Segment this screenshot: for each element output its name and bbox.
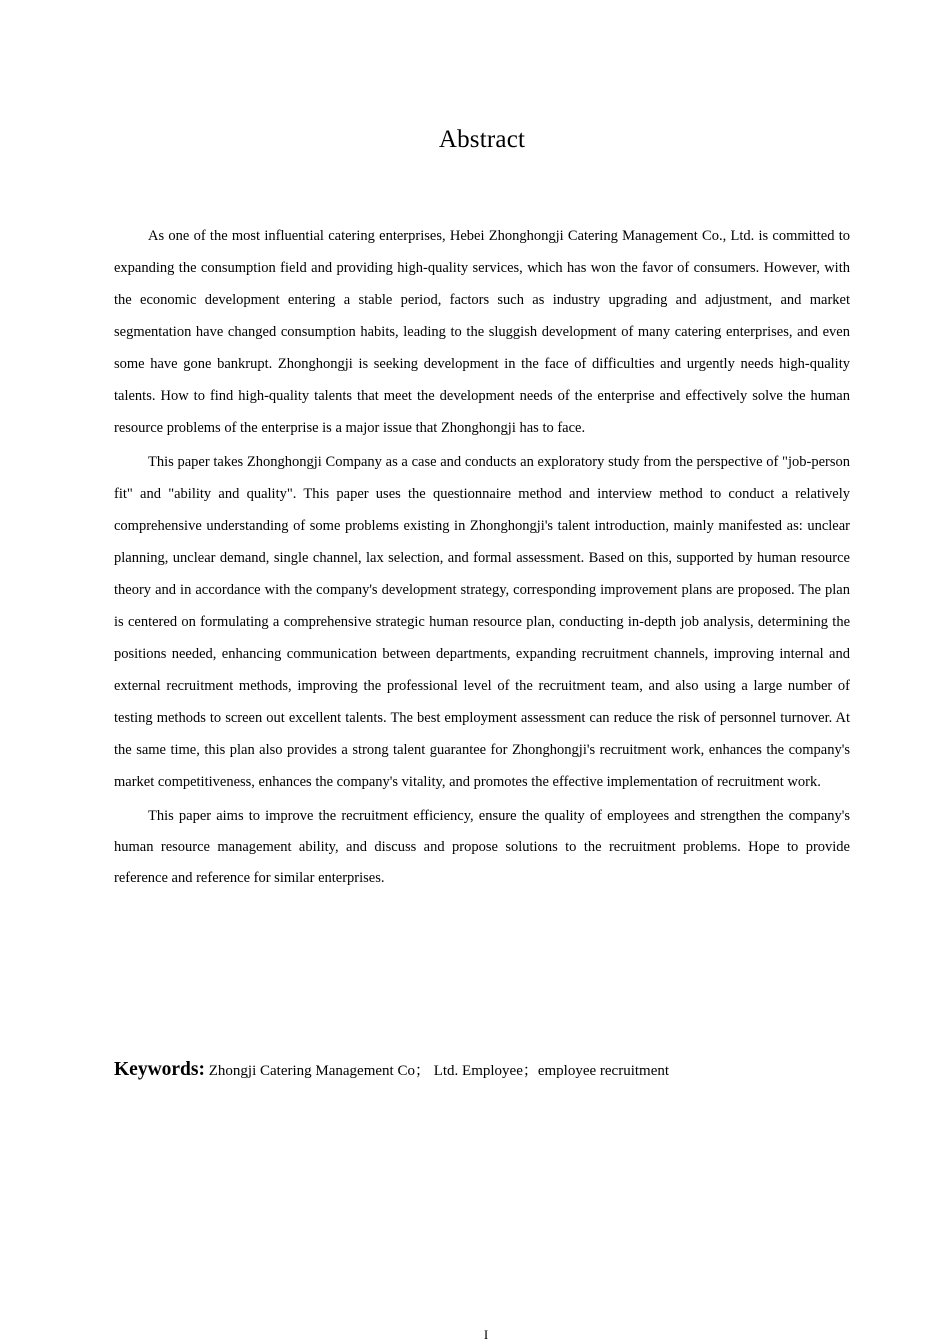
abstract-paragraph-2: This paper takes Zhonghongji Company as a case and conducts an exploratory study from the perspective of "job-person fit" and "ability and quality". This paper uses the questionnaire method and interview method to conduct a relatively comprehensive understanding of some problems existing in Zhonghongji's talent introduction, mainly manifested as: unclear planning, unclear demand, single channel, lax selection, and formal assessment. Based on this, supported by human resource theory and in accordance with the company's development strategy, corresponding improvement plans are proposed. The plan is centered on formulating a comprehensive strategic human resource plan, conducting in-depth job analysis, determining the positions needed, enhancing communication between departments, expanding recruitment channels, improving internal and external recruitment methods, improving the professional level of the recruitment team, and also using a large number of testing methods to screen out excellent talents. The best employment assessment can reduce the risk of personnel turnover. At the same time, this plan also provides a strong talent guarantee for Zhonghongji's recruitment work, enhances the company's market competitiveness, enhances the company's vitality, and promotes the effective implementation of recruitment work. [114, 454, 850, 790]
keywords-label: Keywords: [114, 1059, 205, 1080]
abstract-body [114, 220, 850, 894]
page-number: I [483, 1327, 489, 1342]
keywords-line [114, 1056, 850, 1085]
abstract-paragraph-1: As one of the most influential catering enterprises, Hebei Zhonghongji Catering Management Co., Ltd. is committed to expanding the consumption field and providing high-quality services, which has won the favor of consumers. However, with the economic development entering a stable period, factors such as industry upgrading and adjustment, and market segmentation have changed consumption habits, leading to the sluggish development of many catering enterprises, and even some have gone bankrupt. Zhonghongji is seeking development in the face of difficulties and urgently needs high-quality talents. How to find high-quality talents that meet the development needs of the enterprise and effectively solve the human resource problems of the enterprise is a major issue that Zhonghongji has to face. [114, 228, 850, 436]
page-title: Abstract [438, 126, 526, 153]
keywords-text: Zhongji Catering Management Co； Ltd. Employee；employee recruitment [205, 1063, 670, 1079]
abstract-paragraph-3: This paper aims to improve the recruitment efficiency, ensure the quality of employees and strengthen the company's human resource management ability, and discuss and propose solutions to the recruitment problems. Hope to provide reference and reference for similar enterprises. [114, 808, 850, 886]
